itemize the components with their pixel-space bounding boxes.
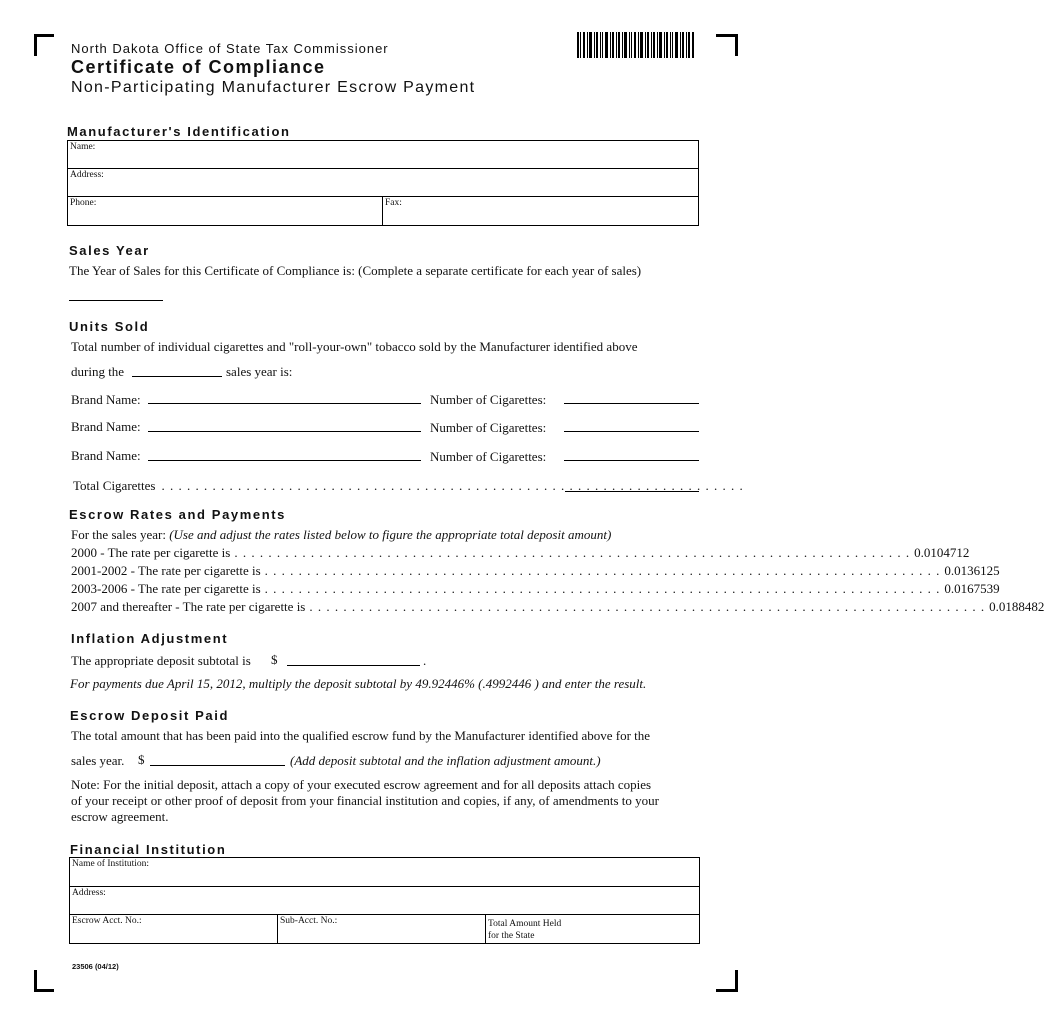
- address-label: Address:: [70, 170, 104, 180]
- manufacturer-fax-field[interactable]: [382, 196, 699, 226]
- inflation-note: For payments due April 15, 2012, multiply the deposit subtotal by 49.92446% (.4992446 ) and enter the result.: [70, 676, 647, 691]
- brand-name-input-2[interactable]: [148, 419, 421, 432]
- institution-address-field[interactable]: [69, 886, 700, 915]
- cigarettes-label-3: Number of Cigarettes:: [430, 449, 547, 464]
- phone-label: Phone:: [70, 198, 97, 208]
- units-sold-text: Total number of individual cigarettes and "roll-your-own" tobacco sold by the Manufacturer identified above: [71, 339, 638, 354]
- sales-year-input[interactable]: [69, 288, 163, 301]
- rates-list: [71, 545, 1044, 617]
- sales-year-text: The Year of Sales for this Certificate of Compliance is: (Complete a separate certificate for each year of sales): [69, 263, 642, 278]
- total-cigarettes-input[interactable]: [565, 479, 699, 492]
- rate-row: [71, 545, 970, 563]
- institution-name-field[interactable]: [69, 857, 700, 887]
- institution-name-label: Name of Institution:: [72, 859, 150, 869]
- brand-name-label-2: Brand Name:: [71, 419, 141, 434]
- crop-mark-top-left-h: [34, 34, 54, 37]
- escrow-rates-intro: [71, 527, 611, 543]
- leader-dots: . . . . . . . . . . . . . . . . . . . . . . . . . . . . . . . . . . . . . . . . . . . . . . . . . . . . . . . . . . . . . . . . . . . . .: [161, 478, 744, 493]
- escrow-acct-label: Escrow Acct. No.:: [72, 916, 142, 926]
- sub-acct-label: Sub-Acct. No.:: [280, 916, 338, 926]
- name-label: Name:: [70, 142, 96, 152]
- barcode-icon: [577, 32, 695, 58]
- leader-dots: . . . . . . . . . . . . . . . . . . . . . . . . . . . . . . . . . . . . . . . . . . . . . . . . . . . . . . . . . . . . . . . . . . . . . . . . . . . . . . . .: [234, 545, 911, 560]
- intro-plain: For the sales year:: [71, 527, 166, 542]
- escrow-dollar: $: [138, 752, 145, 767]
- rate-label: 2001-2002 - The rate per cigarette is: [71, 563, 261, 578]
- rate-label: 2000 - The rate per cigarette is: [71, 545, 231, 560]
- total-held-label-1: Total Amount Held: [488, 919, 562, 929]
- deposit-subtotal-input[interactable]: [287, 652, 420, 666]
- escrow-deposit-text: The total amount that has been paid into the qualified escrow fund by the Manufacturer identified above for the: [71, 728, 651, 743]
- crop-mark-bottom-right-h: [716, 989, 738, 992]
- escrow-deposit-note: (Add deposit subtotal and the inflation adjustment amount.): [290, 753, 601, 768]
- rate-row: [71, 563, 1000, 581]
- crop-mark-top-right-h: [716, 34, 738, 37]
- rate-value: 0.0136125: [944, 563, 1000, 578]
- inflation-heading: Inflation Adjustment: [71, 631, 229, 646]
- total-cigarettes-text: Total Cigarettes: [73, 478, 156, 493]
- rate-label: 2007 and thereafter - The rate per cigarette is: [71, 599, 306, 614]
- rate-value: 0.0188482: [989, 599, 1044, 614]
- units-sales-year-input[interactable]: [132, 363, 222, 377]
- crop-mark-top-left: [34, 34, 37, 56]
- sales-year-heading: Sales Year: [69, 243, 150, 258]
- rate-label: 2003-2006 - The rate per cigarette is: [71, 581, 261, 596]
- manufacturer-address-field[interactable]: [67, 168, 699, 197]
- units-sold-heading: Units Sold: [69, 319, 150, 334]
- escrow-rates-heading: Escrow Rates and Payments: [69, 507, 287, 522]
- rate-value: 0.0104712: [914, 545, 970, 560]
- note-line-3: escrow agreement.: [71, 809, 169, 824]
- manufacturer-phone-field[interactable]: [67, 196, 383, 226]
- inflation-text: The appropriate deposit subtotal is: [71, 653, 251, 668]
- cigarettes-label-2: Number of Cigarettes:: [430, 420, 547, 435]
- page-subtitle: Non-Participating Manufacturer Escrow Payment: [71, 79, 476, 96]
- agency-name: North Dakota Office of State Tax Commissioner: [71, 41, 389, 56]
- brand-name-input-1[interactable]: [148, 391, 421, 404]
- escrow-acct-field[interactable]: [69, 914, 278, 944]
- sales-year-is-label: sales year is:: [226, 364, 293, 379]
- cigarettes-input-1[interactable]: [564, 391, 699, 404]
- page-title: Certificate of Compliance: [71, 57, 326, 77]
- crop-mark-bottom-left-h: [34, 989, 54, 992]
- crop-mark-top-right: [735, 34, 738, 56]
- manufacturer-name-field[interactable]: [67, 140, 699, 169]
- leader-dots: . . . . . . . . . . . . . . . . . . . . . . . . . . . . . . . . . . . . . . . . . . . . . . . . . . . . . . . . . . . . . . . . . . . . . . . . . . . . . . . .: [264, 563, 941, 578]
- rate-row: [71, 599, 1044, 617]
- manufacturer-heading: Manufacturer's Identification: [67, 124, 291, 139]
- brand-name-input-3[interactable]: [148, 448, 421, 461]
- total-held-label-2: for the State: [488, 931, 535, 941]
- fax-label: Fax:: [385, 198, 402, 208]
- form-number: 23506 (04/12): [72, 962, 119, 971]
- cigarettes-input-2[interactable]: [564, 419, 699, 432]
- note-line-1: Note: For the initial deposit, attach a copy of your executed escrow agreement and for all deposits attach copies: [71, 777, 652, 792]
- leader-dots: . . . . . . . . . . . . . . . . . . . . . . . . . . . . . . . . . . . . . . . . . . . . . . . . . . . . . . . . . . . . . . . . . . . . . . . . . . . . . . . .: [264, 581, 941, 596]
- total-held-field[interactable]: [485, 914, 700, 944]
- financial-heading: Financial Institution: [70, 842, 227, 857]
- rate-value: 0.0167539: [944, 581, 1000, 596]
- institution-address-label: Address:: [72, 888, 106, 898]
- during-the-label: during the: [71, 364, 125, 379]
- total-cigarettes-label: [73, 478, 744, 494]
- brand-name-label-3: Brand Name:: [71, 448, 141, 463]
- total-deposit-input[interactable]: [150, 752, 285, 766]
- escrow-deposit-heading: Escrow Deposit Paid: [70, 708, 229, 723]
- cigarettes-label-1: Number of Cigarettes:: [430, 392, 547, 407]
- cigarettes-input-3[interactable]: [564, 448, 699, 461]
- inflation-period: .: [423, 653, 427, 668]
- brand-name-label-1: Brand Name:: [71, 392, 141, 407]
- intro-italic: (Use and adjust the rates listed below to figure the appropriate total deposit amount): [169, 527, 612, 542]
- leader-dots: . . . . . . . . . . . . . . . . . . . . . . . . . . . . . . . . . . . . . . . . . . . . . . . . . . . . . . . . . . . . . . . . . . . . . . . . . . . . . . . .: [309, 599, 986, 614]
- inflation-dollar: $: [271, 652, 278, 667]
- note-line-2: of your receipt or other proof of deposit from your financial institution and copies, if any, of amendments to your: [71, 793, 659, 808]
- sub-acct-field[interactable]: [277, 914, 486, 944]
- escrow-sales-year: sales year.: [71, 753, 125, 768]
- rate-row: [71, 581, 1000, 599]
